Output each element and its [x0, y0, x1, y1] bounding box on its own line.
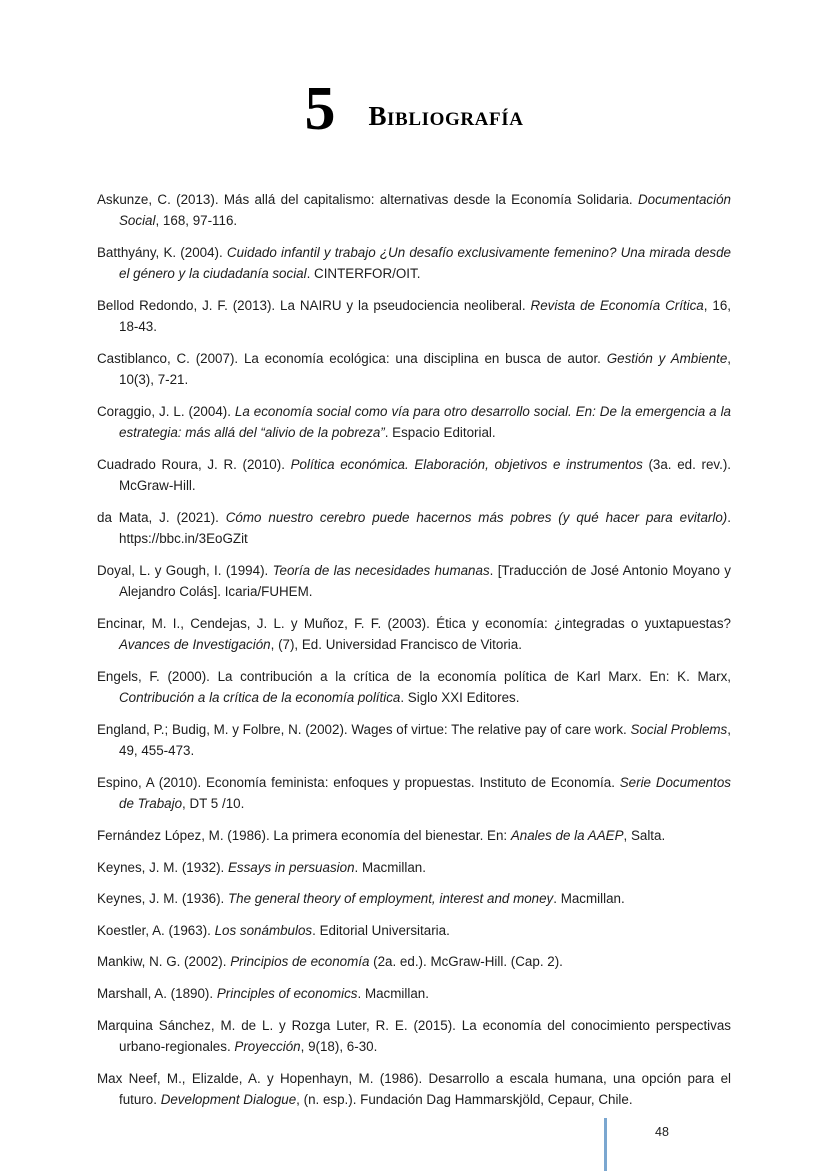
reference-text: Max Neef, M., Elizalde, A. y Hopenhayn, M. (1986). Desarrollo a escala humana, una opción para el futuro.: [97, 1070, 731, 1107]
reference-text: . Espacio Editorial.: [384, 425, 496, 441]
reference-title-italic: Revista de Economía Crítica: [530, 298, 704, 313]
reference-title-italic: Teoría de las necesidades humanas: [272, 563, 490, 578]
reference-title-italic: The general theory of employment, interest and money: [227, 891, 554, 907]
bibliography-entry: [97, 401, 731, 444]
bibliography-entry: [97, 560, 731, 603]
reference-title-italic: Principles of economics: [216, 985, 358, 1001]
reference-text: Bellod Redondo, J. F. (2013). La NAIRU y la pseudociencia neoliberal.: [97, 298, 531, 313]
reference-text: Engels, F. (2000). La contribución a la crítica de la economía política de Karl Marx. En: K. Marx,: [97, 669, 731, 684]
reference-text: Koestler, A. (1963).: [97, 922, 215, 938]
page-number: 48: [655, 1125, 669, 1139]
bibliography-entry: [97, 983, 731, 1004]
reference-text: (2a. ed.). McGraw-Hill. (Cap. 2).: [369, 954, 563, 970]
reference-text: , DT 5 /10.: [182, 796, 245, 812]
reference-text: . Editorial Universitaria.: [312, 922, 450, 938]
page-title: Bibliografía: [368, 101, 524, 131]
reference-text: . [Traducción de José Antonio Moyano y Alejandro Colás]. Icaria/FUHEM.: [119, 563, 731, 600]
bibliography-entry: [97, 888, 731, 909]
reference-title-italic: Principios de economía: [230, 954, 370, 970]
reference-text: (3a. ed. rev.). McGraw-Hill.: [119, 457, 732, 494]
reference-text: Castiblanco, C. (2007). La economía ecológica: una disciplina en busca de autor.: [97, 351, 607, 366]
reference-text: . Macmillan.: [354, 859, 426, 875]
reference-title-italic: Gestión y Ambiente: [606, 351, 728, 366]
reference-text: Espino, A (2010). Economía feminista: enfoques y propuestas. Instituto de Economía.: [97, 775, 620, 790]
reference-title-italic: Política económica. Elaboración, objetivos e instrumentos: [290, 457, 643, 472]
reference-text: Doyal, L. y Gough, I. (1994).: [97, 563, 273, 578]
reference-text: Askunze, C. (2013). Más allá del capitalismo: alternativas desde la Economía Solidaria.: [97, 192, 638, 207]
reference-title-italic: Cómo nuestro cerebro puede hacernos más pobres (y qué hacer para evitarlo): [225, 510, 728, 525]
reference-text: da Mata, J. (2021).: [97, 510, 226, 525]
reference-title-italic: Essays in persuasion: [227, 859, 355, 875]
reference-text: Marshall, A. (1890).: [97, 985, 217, 1001]
chapter-heading: [0, 75, 828, 143]
reference-text: , 168, 97-116.: [155, 213, 238, 229]
reference-title-italic: Documentación Social: [119, 192, 731, 229]
reference-text: . Siglo XXI Editores.: [400, 690, 520, 706]
reference-text: Marquina Sánchez, M. de L. y Rozga Luter, R. E. (2015). La economía del conocimiento perspectivas urbano-regionales.: [97, 1017, 731, 1054]
bibliography-entry: [97, 613, 731, 656]
bibliography-entry: [97, 825, 731, 846]
reference-title-italic: Contribución a la crítica de la economía política: [119, 690, 401, 706]
reference-text: Fernández López, M. (1986). La primera economía del bienestar. En:: [97, 828, 511, 843]
reference-text: , 49, 455-473.: [119, 722, 731, 759]
bibliography-entry: [97, 666, 731, 709]
reference-title-italic: Proyección: [234, 1038, 301, 1054]
reference-text: . Macmillan.: [357, 985, 429, 1001]
reference-title-italic: Avances de Investigación: [119, 637, 271, 653]
reference-text: , (n. esp.). Fundación Dag Hammarskjöld, Cepaur, Chile.: [296, 1091, 633, 1107]
bibliography-entry: [97, 857, 731, 878]
chapter-number: 5: [304, 75, 335, 143]
bibliography-entry: [97, 1068, 731, 1111]
reference-text: Cuadrado Roura, J. R. (2010).: [97, 457, 291, 472]
bibliography-entry: [97, 1015, 731, 1058]
bibliography-entry: [97, 951, 731, 972]
bibliography-list: [97, 189, 731, 1110]
bibliography-entry: [97, 242, 731, 285]
reference-text: , 9(18), 6-30.: [300, 1038, 378, 1054]
reference-title-italic: Los sonámbulos: [214, 922, 313, 938]
reference-title-italic: Cuidado infantil y trabajo ¿Un desafío exclusivamente femenino? Una mirada desde el género y la ciudadanía social: [119, 245, 731, 282]
reference-title-italic: Social Problems: [630, 722, 728, 737]
reference-text: . Macmillan.: [553, 891, 625, 907]
bibliography-entry: [97, 189, 731, 232]
reference-text: Keynes, J. M. (1936).: [97, 891, 228, 907]
reference-text: Batthyány, K. (2004).: [97, 245, 227, 260]
reference-title-italic: La economía social como vía para otro desarrollo social. En: De la emergencia a la estrategia: más allá del “alivio de la pobreza”: [119, 404, 731, 441]
reference-text: , 10(3), 7-21.: [119, 351, 731, 388]
reference-text: Coraggio, J. L. (2004).: [97, 404, 235, 419]
reference-text: , 16, 18-43.: [119, 298, 732, 335]
bibliography-entry: [97, 507, 731, 550]
footer-accent-rule: [604, 1118, 607, 1171]
reference-title-italic: Serie Documentos de Trabajo: [119, 775, 731, 812]
bibliography-entry: [97, 295, 731, 338]
reference-text: , Salta.: [623, 828, 666, 843]
reference-text: , (7), Ed. Universidad Francisco de Vitoria.: [270, 637, 522, 653]
reference-text: . https://bbc.in/3EoGZit: [119, 510, 731, 547]
bibliography-entry: [97, 719, 731, 762]
reference-text: Mankiw, N. G. (2002).: [97, 954, 231, 970]
reference-title-italic: Anales de la AAEP: [510, 828, 624, 843]
bibliography-entry: [97, 348, 731, 391]
reference-text: Keynes, J. M. (1932).: [97, 859, 228, 875]
bibliography-entry: [97, 454, 731, 497]
bibliography-entry: [97, 920, 731, 941]
reference-text: Encinar, M. I., Cendejas, J. L. y Muñoz, F. F. (2003). Ética y economía: ¿integradas o yuxtapuestas?: [97, 616, 731, 631]
reference-text: . CINTERFOR/OIT.: [306, 266, 421, 282]
bibliography-entry: [97, 772, 731, 815]
reference-title-italic: Development Dialogue: [160, 1091, 297, 1107]
reference-text: England, P.; Budig, M. y Folbre, N. (2002). Wages of virtue: The relative pay of care work.: [97, 722, 631, 737]
